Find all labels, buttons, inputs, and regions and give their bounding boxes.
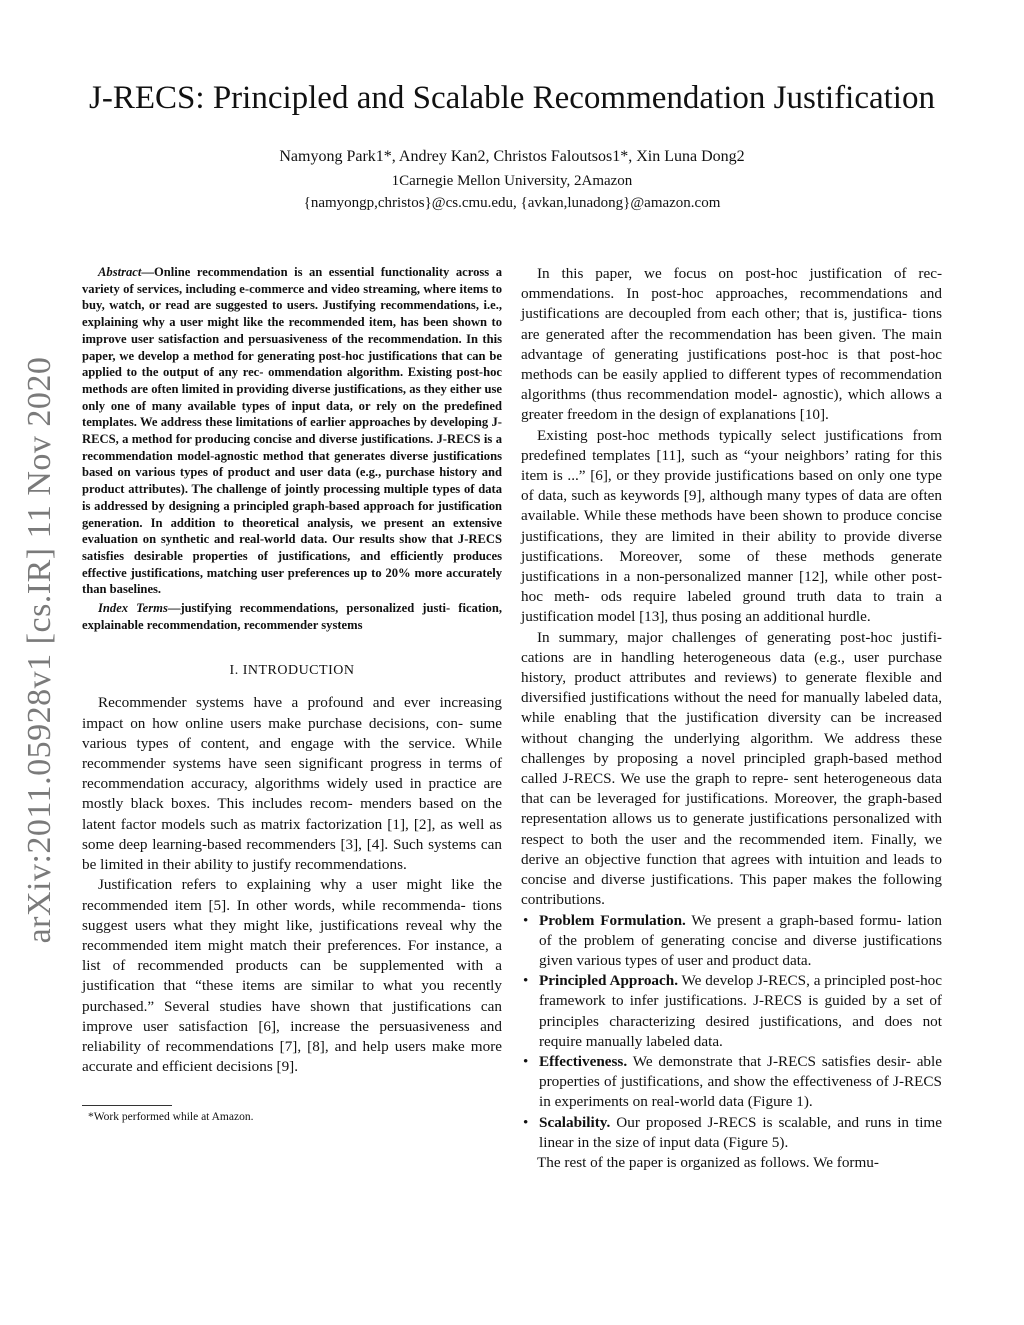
footnote-divider xyxy=(82,1105,172,1106)
intro-paragraph-2: Justification refers to explaining why a user might like the recommended item [5]. In other words, while recommenda- tions suggest users what they might like, justifications reveal why the recommended item might match their preferences. For instance, a list of recommended products can be supplemented with a justification that “these items are similar to what you recently purchased.” Several studies have shown that justifications can improve user satisfaction [6], increase the persuasiveness and reliability of recommendations [7], [8], and help users make more accurate and efficient decisions [9]. xyxy=(82,876,502,1076)
right-paragraph-1: In this paper, we focus on post-hoc justification of rec- ommendations. In post-hoc approaches, recommendations and justifications are decoupled from each other; that is, justifica- tions are generated after the recommendation has been given. The main advantage of generating justifications post-hoc is that post-hoc methods can be easily applied to different types of recommendation algorithms (thus recommendation model- agnostic), which allows a greater freedom in the design of explanations [10]. xyxy=(521,265,942,424)
right-paragraph-closing: The rest of the paper is organized as follows. We formu- xyxy=(537,1153,879,1171)
contributions-list xyxy=(521,911,942,1153)
left-column xyxy=(82,264,502,1123)
section-heading-introduction: I. INTRODUCTION xyxy=(229,663,355,679)
arxiv-id-text: arXiv:2011.05928v1 [cs.IR] 11 Nov 2020 xyxy=(21,356,58,944)
intro-paragraph-1: Recommender systems have a profound and ever increasing impact on how online users make purchase decisions, con- sume various types of content, and engage with the service. While recommender systems have seen significant progress in terms of recommendation accuracy, algorithms widely used in practice are mostly black boxes. This includes recom- menders based on the latent factor models such as matrix factorization [1], [2], as well as some deep learning-based recommenders [3], [4]. Such systems can be limited in their ability to justify recommendations. xyxy=(82,694,502,874)
right-paragraph-2: Existing post-hoc methods typically select justifications from predefined templates [11], such as “your neighbors’ rating for this item is ...” [6], or they provide justifications based on only one type of data, such as keywords [9], although many types of data are often available. While these methods have been shown to produce concise justifications, they are limited in their ability to provide diverse justifications. Moreover, some of these methods generate justifications in a non-personalized manner [12], while other post-hoc meth- ods require labeled ground truth data to train a justification model [13], thus posing an additional hurdle. xyxy=(521,426,942,626)
contribution-text: We present a graph-based formu- lation of the problem of generating concise and diverse justifications given various types of user and product data. xyxy=(539,911,942,969)
contribution-text: We demonstrate that J-RECS satisfies desir- able properties of justifications, and show the effectiveness of J-RECS in experiments on real-world data (Figure 1). xyxy=(539,1052,942,1111)
index-terms-label: Index Terms xyxy=(98,601,168,616)
contribution-title: Principled Approach. xyxy=(539,972,678,990)
bullet-icon: • xyxy=(523,911,529,929)
abstract-label: Abstract xyxy=(98,265,142,279)
author-list: Namyong Park1*, Andrey Kan2, Christos Faloutsos1*, Xin Luna Dong2 xyxy=(279,148,745,165)
contribution-title: Scalability. xyxy=(539,1113,611,1131)
contribution-title: Effectiveness. xyxy=(539,1052,628,1070)
contribution-text: We develop J-RECS, a principled post-hoc framework to infer justifications. J-RECS is guided by a set of principles characterizing desired justifications, and does not require manually labeled data. xyxy=(539,972,942,1050)
right-column xyxy=(521,264,942,1173)
affiliations: 1Carnegie Mellon University, 2Amazon xyxy=(391,173,633,189)
index-terms xyxy=(82,600,502,633)
list-item xyxy=(521,911,942,972)
bullet-icon: • xyxy=(523,1052,529,1070)
author-emails: {namyongp,christos}@cs.cmu.edu, {avkan,lunadong}@amazon.com xyxy=(303,195,721,211)
arxiv-identifier xyxy=(10,355,70,945)
contribution-title: Problem Formulation. xyxy=(539,911,686,929)
list-item xyxy=(521,1052,942,1113)
right-paragraph-3: In summary, major challenges of generating post-hoc justifi- cations are in handling heterogeneous data (e.g., user purchase history, product attributes and reviews) to generate flexible and diversified justifications without the need for manually labeled data, while enabling that the justification diversity can be increased without changing the underlying algorithm. We address these challenges by proposing a novel principled graph-based method called J-RECS. We use the graph to repre- sent heterogeneous data that can be leveraged for justifications. Moreover, the graph-based representation allows us to generate justifications personalized with respect to both the user and the recommended item. Finally, we derive an objective function that agrees with intuition and leads to concise and diverse justifications. This paper makes the following contributions. xyxy=(521,628,942,909)
list-item xyxy=(521,971,942,1052)
abstract xyxy=(82,264,502,598)
index-terms-text: —justifying recommendations, personalized justi- fication, explainable recommendation, recommender systems xyxy=(82,601,502,632)
paper-title: J-RECS: Principled and Scalable Recommendation Justification xyxy=(89,80,935,116)
list-item xyxy=(521,1113,942,1153)
bullet-icon: • xyxy=(523,1113,529,1131)
bullet-icon: • xyxy=(523,972,529,990)
contribution-text: Our proposed J-RECS is scalable, and runs in time linear in the size of input data (Figure 5). xyxy=(539,1113,942,1151)
abstract-text: —Online recommendation is an essential functionality across a variety of services, including e-commerce and video streaming, where items to buy, watch, or read are suggested to users. Justifying recommendations, i.e., explaining why a user might like the recommended item, has been shown to improve user satisfaction and persuasiveness of the recommendation. In this paper, we develop a method for generating post-hoc justifications that can be applied to the output of any rec- ommendation algorithm. Existing post-hoc methods are often limited in providing diverse justifications, as they either use only one of many available types of input data, or rely on the predefined templates. We address these limitations of earlier approaches by developing J-RECS, a method for producing concise and diverse justifications. J-RECS is a recommendation model-agnostic method that generates diverse justifications based on various types of product and user data (e.g., purchase history and product attributes). The challenge of jointly processing multiple types of data is addressed by designing a principled graph-based approach for justification generation. In addition to theoretical analysis, we present an extensive evaluation on synthetic and real-world data. Our results show that J-RECS satisfies desirable properties of justifications, and efficiently produces effective justifications, matching user preferences up to 20% more accurately than baselines. xyxy=(82,265,502,597)
footnote: *Work performed while at Amazon. xyxy=(88,1111,254,1124)
